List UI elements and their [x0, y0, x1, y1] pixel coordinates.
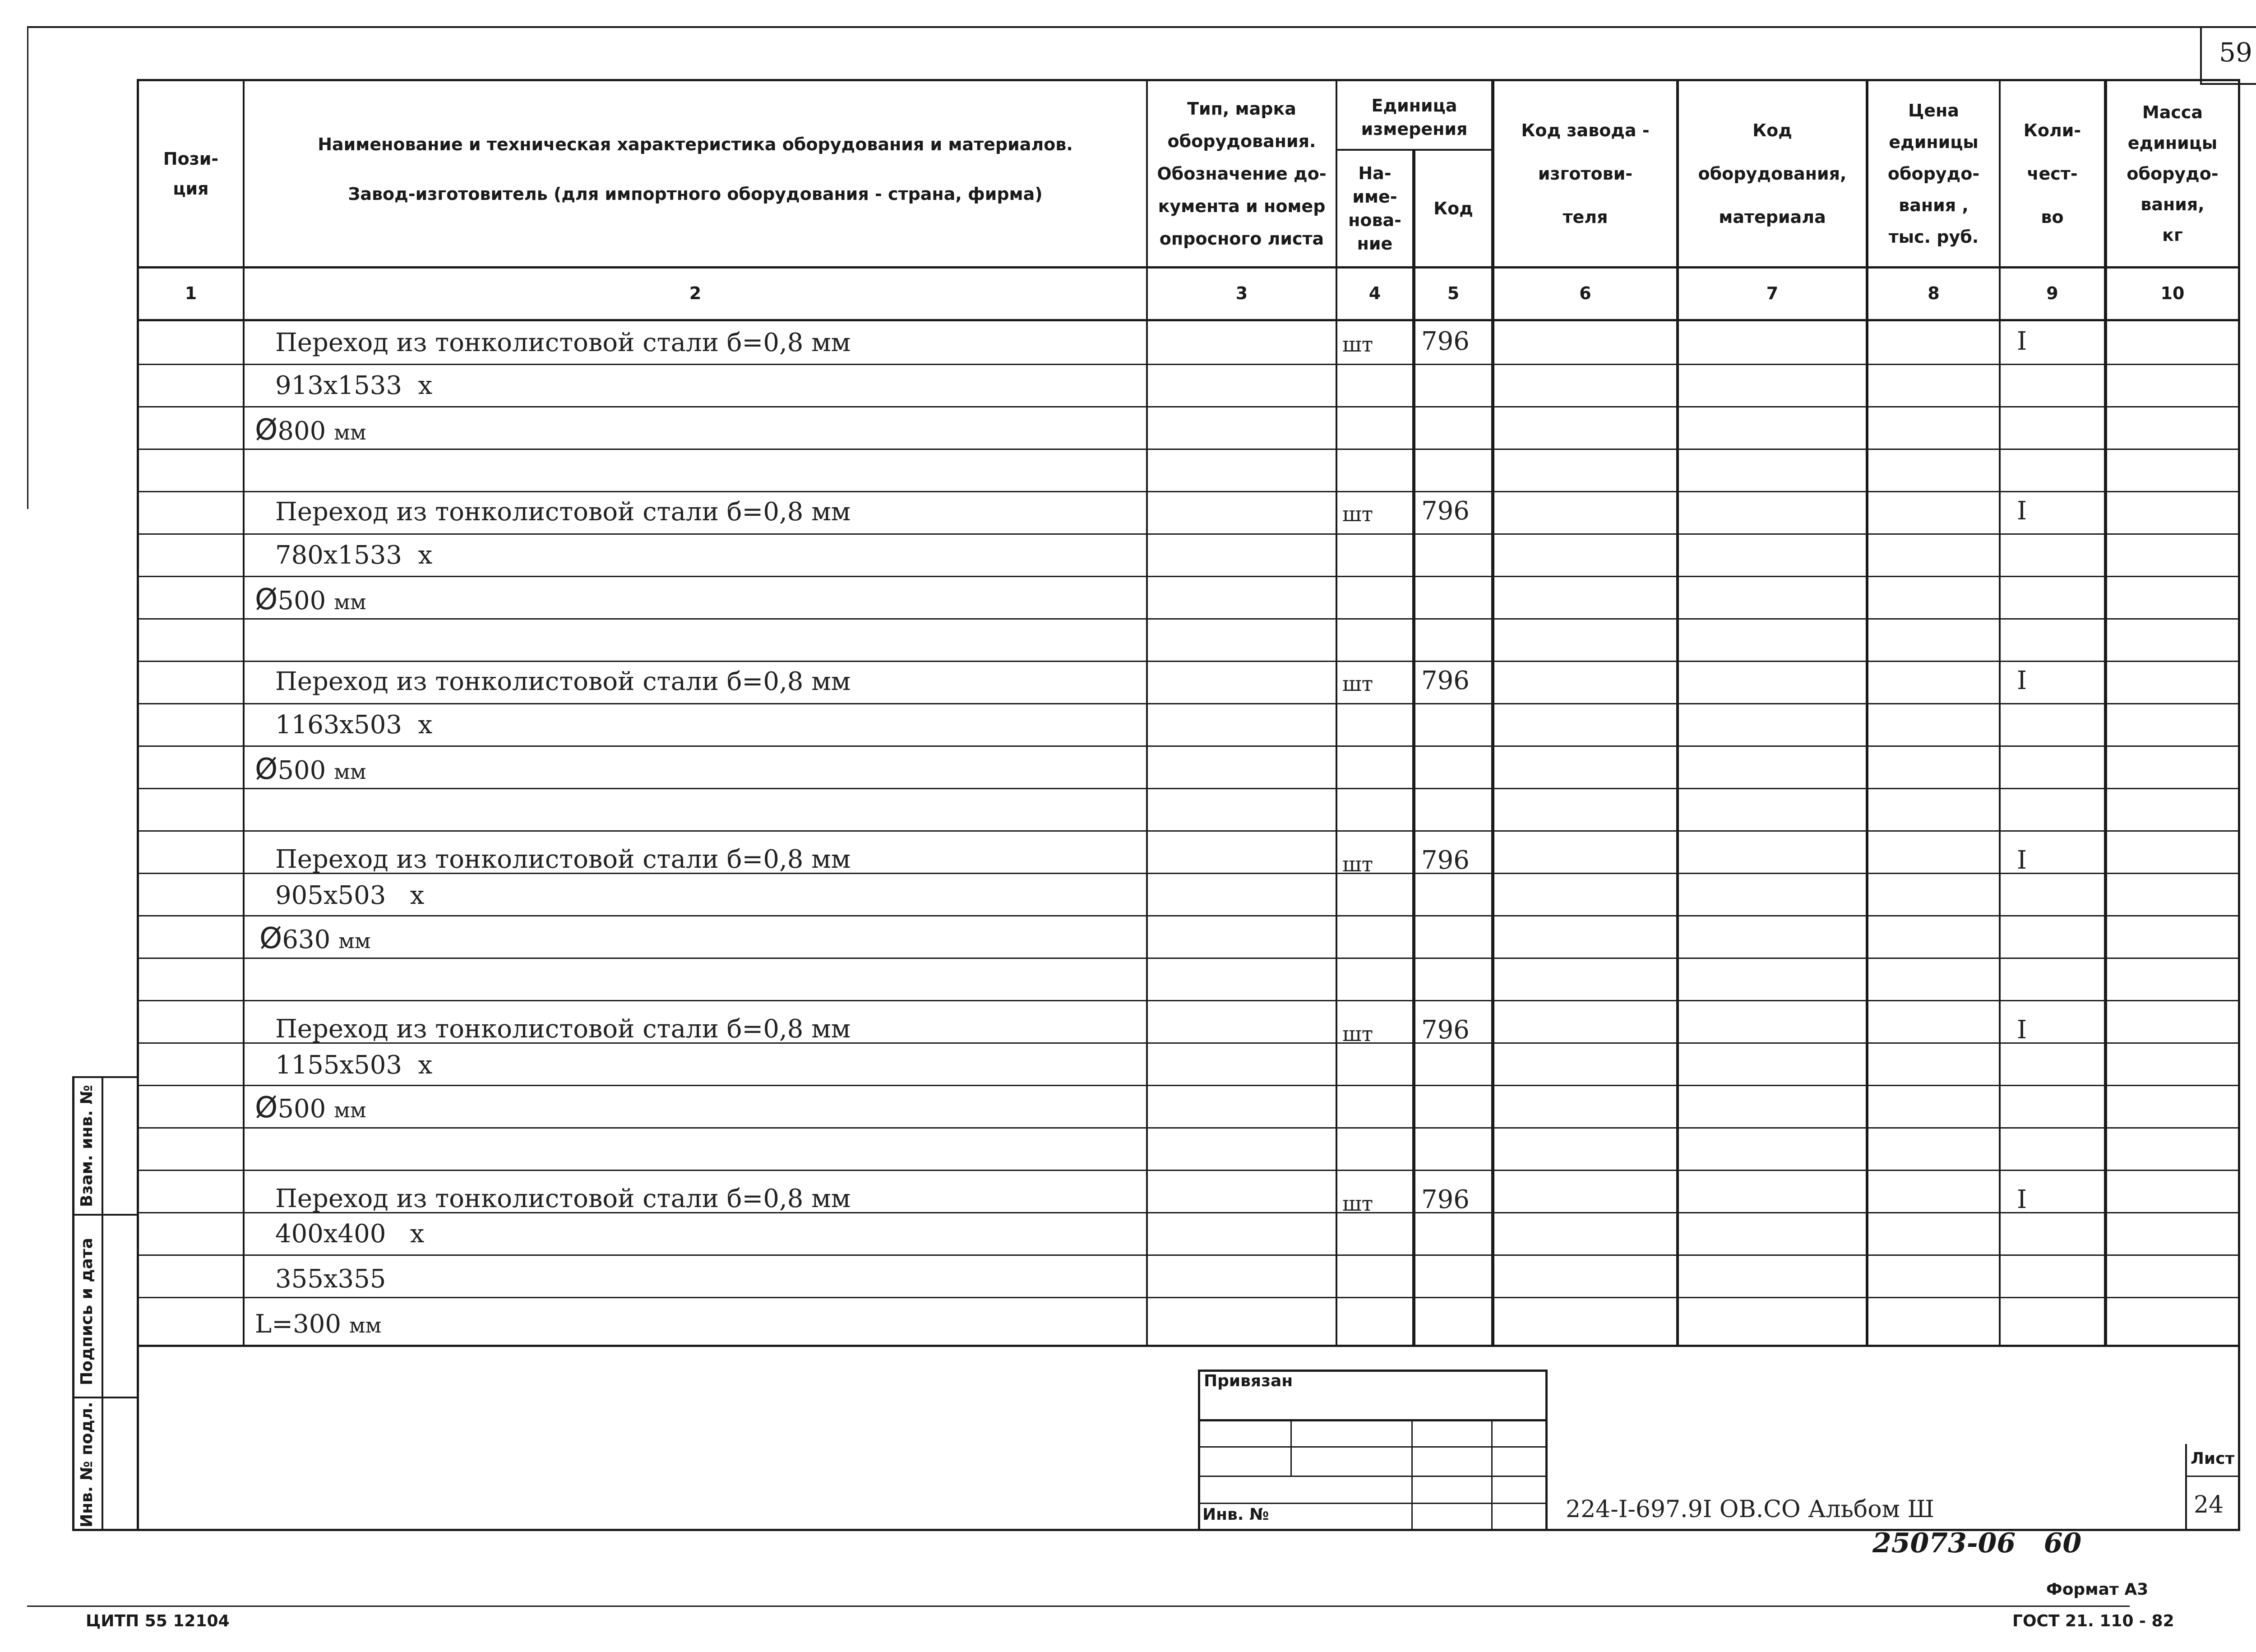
item-5-name: Переход из тонколистовой стали б=0,8 мм	[275, 1014, 851, 1044]
item-2-qty: I	[2017, 496, 2027, 526]
col-divider-1	[243, 79, 245, 1347]
side-strip-sep-1	[72, 1214, 139, 1216]
side-label-vzam: Взам. инв. №	[78, 1085, 96, 1207]
colnum-7: 7	[1766, 283, 1779, 303]
item-2-name: Переход из тонколистовой стали б=0,8 мм	[275, 497, 851, 527]
header-name: Наименование и техническая характеристика оборудования и материалов. Завод-изготовитель (для импортного оборудования - страна, фирма)	[318, 134, 1073, 204]
table-right	[2238, 79, 2240, 1531]
colnum-8: 8	[1928, 283, 1940, 303]
item-5-size: 1155x503 x	[275, 1050, 433, 1080]
item-3-diam-value: 500	[277, 756, 326, 785]
row-separator	[137, 1254, 2240, 1256]
item-3-name: Переход из тонколистовой стали б=0,8 мм	[275, 667, 851, 696]
item-1-name: Переход из тонколистовой стали б=0,8 мм	[275, 328, 851, 357]
stamp-grid-line-3	[1198, 1503, 1548, 1504]
header-mass: Масса единицы оборудо- вания, кг	[2127, 102, 2219, 245]
row-separator	[137, 576, 2240, 577]
frame-left	[27, 26, 28, 509]
item-6-length-value: L=300	[255, 1310, 341, 1339]
item-3-diam-unit: мм	[334, 759, 366, 784]
colnum-bottom	[137, 319, 2240, 321]
side-strip-top	[72, 1076, 139, 1078]
item-3-unit: шт	[1342, 671, 1373, 696]
stamp-inv-no: Инв. №	[1202, 1505, 1269, 1524]
item-3-size: 1163x503 x	[275, 710, 433, 740]
item-2-diam-unit: мм	[334, 590, 366, 614]
col-divider-6	[1676, 79, 1679, 1347]
item-4-unit: шт	[1342, 852, 1373, 876]
row-separator	[137, 958, 2240, 959]
colnum-4: 4	[1368, 283, 1381, 303]
item-1-code: 796	[1421, 327, 1470, 356]
header-equipment-code: Код оборудования, материала	[1698, 120, 1847, 227]
colnum-3: 3	[1235, 283, 1248, 303]
col-divider-8	[1999, 79, 2001, 1347]
diameter-icon: Ø	[255, 583, 278, 616]
item-4-name: Переход из тонколистовой стали б=0,8 мм	[275, 845, 851, 874]
item-2-diam	[255, 584, 366, 618]
item-6-size-2: 355x355	[275, 1264, 386, 1294]
row-separator	[137, 491, 2240, 492]
col-divider-3	[1336, 79, 1337, 1347]
item-5-diam-value: 500	[277, 1094, 326, 1124]
side-strip-sep-2	[72, 1397, 139, 1398]
col-divider-4	[1412, 149, 1415, 1347]
side-strip-left	[72, 1076, 74, 1531]
item-6-length-unit: мм	[349, 1313, 382, 1337]
diameter-icon: Ø	[255, 413, 278, 447]
header-quantity: Коли- чест- во	[2023, 120, 2081, 227]
document-code: 224-I-697.9I ОВ.СО Альбом Ш	[1566, 1496, 1934, 1523]
item-1-diam-unit: мм	[334, 420, 366, 444]
colnum-9: 9	[2046, 283, 2058, 303]
stamp-privyazan: Привязан	[1204, 1372, 1293, 1390]
diameter-icon: Ø	[255, 753, 278, 786]
item-1-qty: I	[2017, 327, 2027, 356]
row-separator	[137, 618, 2240, 620]
row-separator	[137, 915, 2240, 916]
item-1-unit: шт	[1342, 332, 1373, 356]
side-strip-mid	[102, 1076, 103, 1531]
footer-gost: ГОСТ 21. 110 - 82	[2012, 1612, 2174, 1630]
item-5-diam	[255, 1092, 366, 1126]
header-factory-code: Код завода - изготови- теля	[1521, 120, 1650, 227]
item-4-diam-value: 630	[282, 925, 331, 954]
side-label-podpis: Подпись и дата	[78, 1238, 96, 1385]
colnum-10: 10	[2160, 283, 2185, 303]
stamp-left	[1198, 1370, 1200, 1531]
row-separator	[137, 661, 2240, 662]
item-6-name: Переход из тонколистовой стали б=0,8 мм	[275, 1184, 851, 1213]
footer-rule	[27, 1606, 2130, 1607]
header-position: Пози- ция	[163, 149, 219, 199]
row-separator	[137, 1170, 2240, 1171]
item-6-unit: шт	[1342, 1191, 1373, 1216]
sheet-number: 24	[2194, 1491, 2224, 1518]
row-separator	[137, 449, 2240, 450]
col-divider-9	[2104, 79, 2107, 1347]
item-6-size: 400x400 x	[275, 1219, 425, 1249]
item-6-qty: I	[2017, 1185, 2027, 1214]
item-2-code: 796	[1421, 496, 1470, 526]
item-2-diam-value: 500	[277, 586, 326, 615]
item-6-length	[255, 1309, 381, 1341]
header-unit-group: Единица измерения	[1361, 96, 1468, 139]
sheet-box-left	[2185, 1444, 2187, 1530]
colnum-1: 1	[185, 283, 197, 303]
row-separator	[137, 406, 2240, 407]
item-5-qty: I	[2017, 1015, 2027, 1045]
row-separator	[137, 533, 2240, 535]
page-number-box-left	[2200, 26, 2202, 84]
item-5-unit: шт	[1342, 1022, 1373, 1046]
colnum-5: 5	[1447, 283, 1460, 303]
stamp-grid-line-2	[1198, 1476, 1548, 1477]
row-separator	[137, 788, 2240, 789]
row-separator	[137, 830, 2240, 832]
header-price: Цена единицы оборудо- вания , тыс. руб.	[1887, 101, 1980, 247]
item-3-diam	[255, 754, 366, 787]
header-unit-name: На- име- нова- ние	[1348, 163, 1401, 254]
row-separator	[137, 364, 2240, 365]
item-1-size: 913x1533 x	[275, 371, 433, 400]
sheet-box-mid	[2185, 1476, 2239, 1477]
item-3-code: 796	[1421, 666, 1470, 695]
col-divider-5	[1491, 79, 1494, 1347]
item-1-diam-value: 800	[277, 416, 326, 446]
item-2-size: 780x1533 x	[275, 541, 433, 570]
item-4-diam-unit: мм	[338, 929, 371, 953]
item-5-diam-unit: мм	[334, 1098, 366, 1122]
stamp-col-2	[1411, 1421, 1413, 1531]
footer-format: Формат А3	[2046, 1580, 2149, 1599]
col-divider-2	[1146, 79, 1148, 1347]
item-4-code: 796	[1421, 846, 1470, 875]
page-number: 59	[2219, 37, 2252, 68]
item-5-code: 796	[1421, 1015, 1470, 1045]
row-separator	[137, 703, 2240, 704]
frame-top	[27, 26, 2256, 28]
row-separator	[137, 1297, 2240, 1298]
item-1-diam	[255, 414, 366, 448]
header-unit-code: Код	[1433, 199, 1473, 218]
header-bottom	[137, 266, 2240, 268]
item-4-diam	[259, 923, 371, 957]
row-separator	[137, 1127, 2240, 1129]
colnum-6: 6	[1579, 283, 1591, 303]
item-6-code: 796	[1421, 1185, 1470, 1214]
stamp-grid-line-1	[1198, 1446, 1548, 1448]
body-bottom	[137, 1345, 2240, 1347]
row-separator	[137, 745, 2240, 747]
item-4-size: 905x503 x	[275, 881, 425, 910]
row-separator	[137, 1085, 2240, 1086]
stamp-right	[1545, 1370, 1548, 1531]
handwritten-number: 25073-06 60	[1872, 1527, 2082, 1559]
colnum-2: 2	[689, 283, 702, 303]
side-label-inv-podl: Инв. № подл.	[78, 1402, 96, 1527]
diameter-icon: Ø	[255, 1091, 278, 1124]
header-type: Тип, марка оборудования. Обозначение до- кумента и номер опросного листа	[1157, 99, 1327, 249]
sheet-label: Лист	[2191, 1449, 2235, 1468]
stamp-col-3	[1491, 1421, 1493, 1531]
diameter-icon: Ø	[259, 922, 282, 955]
row-separator	[137, 1000, 2240, 1001]
item-4-qty: I	[2017, 846, 2027, 875]
stamp-privyazan-line	[1198, 1419, 1548, 1421]
item-2-unit: шт	[1342, 502, 1373, 526]
footer-left: ЦИТП 55 12104	[86, 1612, 230, 1630]
stamp-col-1	[1290, 1421, 1292, 1476]
col-divider-7	[1866, 79, 1868, 1347]
item-3-qty: I	[2017, 666, 2027, 695]
